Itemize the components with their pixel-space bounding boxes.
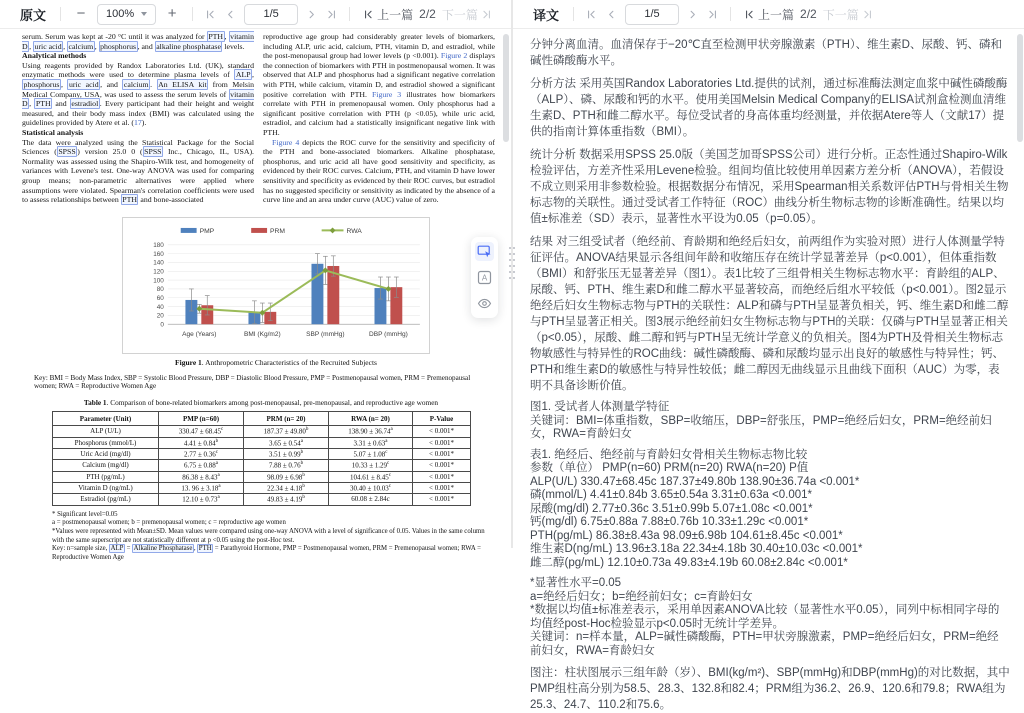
toolbar-divider bbox=[573, 7, 574, 21]
biomarker-table bbox=[52, 411, 471, 505]
figure-caption: Figure 1. Anthropometric Characteristics of the Recruited Subjects bbox=[175, 357, 377, 367]
text-segment: = bbox=[124, 545, 133, 553]
svg-text:RWA: RWA bbox=[346, 227, 362, 235]
article-count: 2/2 bbox=[800, 7, 817, 21]
text-segment: , bbox=[193, 545, 198, 553]
table-cell: 3.31 ± 0.63$^a$ bbox=[329, 437, 413, 448]
selection-translate-button[interactable] bbox=[475, 242, 494, 261]
pane-original bbox=[0, 0, 511, 562]
document-viewport bbox=[0, 30, 501, 562]
left-scrollbar-thumb[interactable] bbox=[503, 34, 509, 142]
paragraph bbox=[263, 138, 495, 205]
chevron-right-icon bbox=[306, 9, 317, 20]
text-segment: serum. Serum was kept at -20 °C until it was analyzed for bbox=[22, 32, 207, 41]
table-row bbox=[53, 482, 471, 493]
skip-start-icon bbox=[586, 9, 597, 20]
prev-article-label: 上一篇 bbox=[758, 7, 795, 22]
footnote bbox=[52, 545, 498, 562]
translation-line: *显著性水平=0.05 bbox=[530, 577, 622, 589]
svg-text:DBP (mmHg): DBP (mmHg) bbox=[368, 330, 408, 338]
svg-text:160: 160 bbox=[153, 250, 164, 258]
chevron-right-icon bbox=[687, 9, 698, 20]
translation-paragraph bbox=[530, 76, 1010, 140]
prev-page-button[interactable] bbox=[605, 9, 618, 20]
text-column-left bbox=[22, 32, 254, 205]
zoom-level-value: 100% bbox=[106, 8, 135, 20]
table-cell: 86.38 ± 8.43$^a$ bbox=[159, 471, 244, 482]
svg-text:20: 20 bbox=[156, 312, 164, 320]
translation-paragraph bbox=[530, 449, 1010, 571]
text-segment: . bbox=[150, 79, 157, 89]
table-cell: < 0.001* bbox=[413, 437, 471, 448]
table-header-cell: P-Value bbox=[413, 412, 471, 426]
table-header-cell: RWA (n= 20) bbox=[329, 412, 413, 426]
term-highlight[interactable]: vitamin D bbox=[22, 89, 254, 109]
article-nav bbox=[363, 6, 492, 23]
table-row bbox=[53, 494, 471, 505]
text-segment: Statistical analysis bbox=[22, 127, 84, 137]
text-segment: ) version 25.0 0 ( bbox=[77, 147, 143, 157]
next-article-label: 下一篇 bbox=[441, 7, 478, 22]
left-scrollbar bbox=[503, 32, 509, 544]
translation-line: 图注：柱状图展示三组年龄（岁）、BMI(kg/m²)、SBP(mmHg)和DBP(mmHg)的对比数据，其中PMP组柱高分别为58.5、28.3、132.8和82.4；PRM组为36.2、26.9、120.6和79.8；RWA组为25.3、24.7、110.2和75.6。 bbox=[530, 667, 1010, 711]
table-row bbox=[53, 471, 471, 482]
text-segment: and bbox=[52, 99, 70, 109]
table-cell: Estradiol (pg/mL) bbox=[53, 494, 159, 505]
svg-text:BMI (Kg/m2): BMI (Kg/m2) bbox=[243, 330, 281, 338]
eye-button[interactable] bbox=[475, 294, 494, 313]
table-cell: 3.65 ± 0.54$^a$ bbox=[244, 437, 329, 448]
paragraph bbox=[263, 32, 495, 138]
term-highlight[interactable]: calcium bbox=[123, 79, 149, 89]
translation-line: 维生素D(ng/mL) 13.96±3.18a 22.34±4.18b 30.40±10.03c <0.001* bbox=[530, 543, 863, 555]
translation-line: 表1. 绝经后、绝经前与育龄妇女骨相关生物标志物比较 bbox=[530, 448, 808, 461]
table-cell: 49.83 ± 4.19$^b$ bbox=[244, 494, 329, 505]
translation-line: *数据以均值±标准差表示，采用单因素ANOVA比较（显著性水平0.05），同列中标相同字母的均值经post-Hoc检验显示p<0.05时无统计学差异。 bbox=[530, 604, 1000, 630]
prev-article-button[interactable] bbox=[363, 6, 413, 23]
text-segment: = Parathyroid Hormone, PMP = Postmenopausal women, PRM = Premenopausal women; RWA = Reproductive Women Age bbox=[52, 545, 481, 562]
next-page-button[interactable] bbox=[305, 9, 318, 20]
translation-line: 图1. 受试者人体测量学特征 bbox=[530, 401, 670, 413]
next-article-button[interactable] bbox=[442, 6, 492, 23]
last-page-button[interactable] bbox=[706, 9, 719, 20]
table-cell: 10.33 ± 1.29$^c$ bbox=[329, 460, 413, 471]
footnote bbox=[52, 511, 498, 520]
table-cell: ALP (U/L) bbox=[53, 426, 159, 437]
text-segment: displays the connection of biomarkers with PTH in postmenopausal women. It was observed that ALP and phosphorus had a significant negative correlation with PTH, while calcium, vitamin D, and estradiol showed a significant positive correlation with PTH. bbox=[263, 51, 495, 99]
floating-tool-panel bbox=[471, 237, 498, 318]
table-cell: Phosphorus (mmol/L) bbox=[53, 437, 159, 448]
first-page-button[interactable] bbox=[204, 9, 217, 20]
table-row bbox=[53, 437, 471, 448]
figure-box bbox=[122, 217, 430, 354]
table-footnotes bbox=[52, 511, 498, 563]
table-row bbox=[53, 426, 471, 437]
table-header-cell: PRM (n= 20) bbox=[244, 412, 329, 426]
paragraph bbox=[22, 138, 254, 205]
figure-1 bbox=[122, 217, 430, 367]
table-cell: 7.88 ± 0.76$^b$ bbox=[244, 460, 329, 471]
translation-line: 分析方法 采用英国Randox Laboratories Ltd.提供的试剂，通过标准酶法测定血浆中碱性磷酸酶（ALP）、磷、尿酸和钙的水平。使用美国Melsin Medical Company的ELISA试剂盒检测血清维生素D、PTH和雌二醇水平。每位受试者的身高体重均经测量，并依据Atere等人（文献17）提供的指南计算体重指数（BMI）。 bbox=[530, 78, 1008, 138]
svg-text:140: 140 bbox=[153, 259, 164, 267]
translation-line: 尿酸(mg/dl) 2.77±0.36c 3.51±0.99b 5.07±1.08c <0.001* bbox=[530, 502, 813, 515]
prev-article-button[interactable] bbox=[744, 6, 794, 23]
original-toolbar bbox=[0, 0, 511, 29]
term-highlight[interactable]: phosphorus bbox=[100, 41, 137, 51]
skip-start-icon bbox=[363, 9, 374, 20]
prev-page-button[interactable] bbox=[224, 9, 237, 20]
table-header-cell: PMP (n=60) bbox=[159, 412, 244, 426]
right-scrollbar bbox=[1017, 32, 1023, 544]
translation-line: 参数（单位） PMP(n=60) PRM(n=20) RWA(n=20) P值 bbox=[530, 462, 809, 474]
translation-line: ALP(U/L) 330.47±68.45c 187.37±49.80b 138.90±36.74a <0.001* bbox=[530, 475, 860, 488]
translation-paragraph bbox=[530, 577, 1010, 658]
svg-text:180: 180 bbox=[153, 241, 164, 249]
paragraph bbox=[22, 61, 254, 128]
table-cell: Uric Acid (mg/dl) bbox=[53, 448, 159, 459]
text-segment: , bbox=[29, 99, 35, 109]
term-highlight[interactable]: PTH bbox=[198, 545, 212, 553]
table-cell: 98.09 ± 6.98$^b$ bbox=[244, 471, 329, 482]
paragraph bbox=[22, 32, 254, 51]
text-segment: , bbox=[29, 41, 34, 51]
table-cell: PTH (pg/mL) bbox=[53, 471, 159, 482]
text-segment: , bbox=[63, 41, 68, 51]
text-segment: Using reagents provided by Randox Laboratories Ltd. (UK), standard enzymatic methods were used to determine plasma levels of bbox=[22, 60, 254, 80]
citation-link[interactable]: Figure 3 bbox=[371, 89, 402, 99]
text-segment: ). bbox=[141, 118, 147, 128]
image-text-button[interactable] bbox=[475, 268, 494, 287]
translation-line: 雌二醇(pg/mL) 12.10±0.73a 49.83±4.19b 60.08±2.84c <0.001* bbox=[530, 556, 848, 569]
chevron-left-icon bbox=[606, 9, 617, 20]
translation-line: 统计分析 数据采用SPSS 25.0版（美国芝加哥SPSS公司）进行分析。正态性通过Shapiro-Wilk检验评估，方差齐性采用Levene检验。组间均值比较使用单因素方差分析（ANOVA），若假设不成立则采用非参数检验。根据数据分布情况，采用Spearman相关系数评估PTH与骨相关生物标志物的关联性。通过受试者工作特征（ROC）曲线分析生物标志物的诊断准确性。结果以均值±标准差（SD）表示，显著性水平设为0.05（p=0.05）。 bbox=[530, 149, 1009, 225]
text-segment: , bbox=[252, 70, 254, 80]
table-cell: < 0.001* bbox=[413, 460, 471, 471]
table-cell: Calcium (mg/dl) bbox=[53, 460, 159, 471]
toolbar-divider bbox=[730, 7, 731, 21]
translation-paragraph bbox=[530, 234, 1010, 394]
first-page-button[interactable] bbox=[585, 9, 598, 20]
table-cell: 13. 96 ± 3.18$^a$ bbox=[159, 482, 244, 493]
skip-start-icon bbox=[744, 9, 755, 20]
document-page bbox=[0, 30, 501, 563]
page-number-input[interactable] bbox=[244, 4, 298, 25]
text-segment: The data were analyzed using the Statistical Package for the Social Sciences ( bbox=[22, 137, 254, 157]
table-cell: Vitamin D (ng/mL) bbox=[53, 482, 159, 493]
text-segment: , bbox=[94, 41, 99, 51]
drag-dots-icon bbox=[507, 244, 517, 282]
translation-line: 分钟分离血清。血清保存于−20℃直至检测甲状旁腺激素（PTH）、维生素D、尿酸、钙、磷和碱性磷酸酶水平。 bbox=[530, 39, 1002, 67]
table-cell: 4.41 ± 0.84$^b$ bbox=[159, 437, 244, 448]
next-page-button[interactable] bbox=[686, 9, 699, 20]
footnote bbox=[52, 519, 498, 528]
text-segment: illustrates how biomarkers correlate with PTH in premenopausal women. Only phosphorus had a significant positive correlation with PTH (p <0.05), while uric acid, estradiol, and calcium had a statistically insignificant negative link with PTH. bbox=[263, 89, 495, 137]
translation-line: a=绝经后妇女；b=绝经前妇女；c=育龄妇女 bbox=[530, 590, 753, 603]
toolbar-divider bbox=[60, 7, 61, 21]
table-cell: 138.90 ± 36.74$^a$ bbox=[329, 426, 413, 437]
table-header-cell: Parameter (Unit) bbox=[53, 412, 159, 426]
citation-link[interactable]: 17 bbox=[133, 118, 142, 128]
table-cell: 22.34 ± 4.18$^b$ bbox=[244, 482, 329, 493]
zoom-out-button[interactable]: − bbox=[72, 3, 90, 25]
eye-icon bbox=[477, 296, 492, 311]
table-cell: 12.10 ± 0.73$^a$ bbox=[159, 494, 244, 505]
translation-line: 磷(mmol/L) 4.41±0.84b 3.65±0.54a 3.31±0.63a <0.001* bbox=[530, 489, 813, 501]
translation-line: PTH(pg/mL) 86.38±8.43a 98.09±6.98b 104.61±8.45c <0.001* bbox=[530, 529, 843, 542]
selection-translate-icon bbox=[477, 244, 492, 259]
term-highlight[interactable]: Alkaline Phosphatase bbox=[133, 545, 193, 553]
text-segment: from Melsin Medical Company, USA, was used to assess the serum levels of bbox=[22, 79, 255, 99]
svg-text:Age (Years): Age (Years) bbox=[182, 330, 217, 338]
citation-link[interactable]: Figure 4 bbox=[272, 137, 300, 147]
text-segment: reproductive age group had considerably greater levels of biomarkers, including ALP, uric acid, calcium, PTH, vitamin D, and estradiol, while the post-menopausal group had lower levels (p <0.001). bbox=[263, 32, 495, 61]
text-segment: , bbox=[60, 79, 68, 89]
last-page-button[interactable] bbox=[325, 9, 338, 20]
svg-text:PRM: PRM bbox=[270, 227, 286, 235]
translation-paragraph bbox=[530, 37, 1010, 69]
chevron-down-icon bbox=[141, 12, 147, 16]
table-cell: 2.77 ± 0.36$^c$ bbox=[159, 448, 244, 459]
text-segment: and bone-associated bbox=[138, 195, 204, 205]
next-article-button[interactable] bbox=[823, 6, 873, 23]
text-segment: levels. bbox=[222, 41, 245, 51]
table-cell: < 0.001* bbox=[413, 426, 471, 437]
text-column-right bbox=[263, 32, 495, 205]
table-cell: 60.08 ± 2.84c bbox=[329, 494, 413, 505]
term-highlight[interactable]: vitamin D bbox=[22, 32, 254, 51]
text-segment: * Significant level=0.05 bbox=[52, 510, 118, 518]
table-cell: < 0.001* bbox=[413, 482, 471, 493]
term-highlight[interactable]: uric acid bbox=[34, 41, 62, 51]
term-highlight[interactable]: phosphorus bbox=[23, 79, 60, 89]
translation-line: 结果 对三组受试者（绝经前、育龄期和绝经后妇女，前两组作为实验对照）进行人体测量学特征评估。ANOVA结果显示各组间年龄和收缩压存在统计学显著差异（p<0.001），但体重指数（BMI）和舒张压无显著差异（图1）。表1比较了三组骨相关生物标志物水平：育龄组的ALP、尿酸、钙、PTH、维生素D和雌二醇水平显著较高，而绝经后组水平较低（p<0.001）。图2显示绝经后妇女生物标志物与PTH的关联性：ALP和磷与PTH呈显著负相关，钙、维生素D和雌二醇与PTH呈显著正相关。图3展示绝经前妇女生物标志物与PTH的关联：仅磷与PTH呈显著正相关（p<0.05），尿酸、雌二醇和钙与PTH呈无统计学意义的负相关。图4为PTH及骨相关生物标志物敏感性与特异性的ROC曲线：碱性磷酸酶、磷和尿酸均显示出良好的敏感性与特异性；钙、PTH和维生素D的敏感性与特异性较低；雌二醇因无曲线显示且曲线下面积（AUC）为零，表明不具备诊断价值。 bbox=[530, 236, 1009, 392]
table-row bbox=[53, 448, 471, 459]
svg-text:60: 60 bbox=[156, 294, 164, 302]
chevron-left-icon bbox=[225, 9, 236, 20]
zoom-in-button[interactable]: + bbox=[163, 3, 181, 25]
svg-text:100: 100 bbox=[153, 276, 164, 284]
svg-text:120: 120 bbox=[153, 268, 164, 276]
paragraph bbox=[22, 51, 254, 61]
table-cell: 104.61 ± 8.45$^c$ bbox=[329, 471, 413, 482]
page-number-input[interactable] bbox=[625, 4, 679, 25]
zoom-level-select[interactable] bbox=[97, 4, 156, 25]
term-highlight[interactable]: ALP bbox=[235, 70, 251, 80]
table-cell: < 0.001* bbox=[413, 494, 471, 505]
skip-start-icon bbox=[205, 9, 216, 20]
paragraph bbox=[22, 128, 254, 138]
table-cell: 330.47 ± 68.45$^c$ bbox=[159, 426, 244, 437]
prev-article-label: 上一篇 bbox=[377, 7, 414, 22]
svg-text:PMP: PMP bbox=[199, 227, 215, 235]
translation-line: 钙(mg/dl) 6.75±0.88a 7.88±0.76b 10.33±1.29c <0.001* bbox=[530, 516, 809, 528]
term-highlight[interactable]: PTH bbox=[35, 99, 51, 109]
translation-line: 关键词：n=样本量，ALP=碱性磷酸酶，PTH=甲状旁腺激素，PMP=绝经后妇女，PRM=绝经前妇女，RWA=育龄妇女 bbox=[530, 631, 999, 657]
term-highlight[interactable]: PTH bbox=[122, 195, 137, 205]
svg-text:40: 40 bbox=[156, 303, 164, 311]
translation-paragraph bbox=[530, 147, 1010, 227]
bar-chart bbox=[124, 221, 428, 352]
svg-text:A: A bbox=[481, 273, 488, 283]
pane-divider bbox=[511, 0, 513, 548]
footnote bbox=[52, 528, 498, 545]
term-highlight[interactable]: PTH bbox=[208, 32, 224, 41]
table-cell: 6.75 ± 0.88$^a$ bbox=[159, 460, 244, 471]
table-cell: 187.37 ± 49.80$^b$ bbox=[244, 426, 329, 437]
skip-end-icon bbox=[481, 9, 492, 20]
svg-text:SBP (mmHg): SBP (mmHg) bbox=[306, 330, 345, 338]
text-segment: . Every participant had their height and weight measured, and their body mass index (BMI) was calculated using the guidelines provided by Atere et al. ( bbox=[22, 99, 255, 128]
toolbar-divider bbox=[192, 7, 193, 21]
translation-paragraph bbox=[530, 665, 1010, 713]
translation-toolbar bbox=[513, 0, 1024, 29]
skip-end-icon bbox=[862, 9, 873, 20]
term-highlight[interactable]: ALP bbox=[110, 545, 124, 553]
article-count: 2/2 bbox=[419, 7, 436, 21]
table-row bbox=[53, 460, 471, 471]
term-highlight[interactable]: An ELISA kit bbox=[158, 79, 207, 89]
svg-text:80: 80 bbox=[156, 285, 164, 293]
text-segment: depicts the ROC curve for the sensitivity and specificity of the PTH and bone-associated biomarkers. Alkaline phosphatase, phosphorus, and uric acid all have good sensitivity and specificity, as evidenced by their ROC curves. Calcium, PTH, and vitamin D have lower sensitivity and specificity as evidenced by their ROC curves, but estradiol has no suggested specificity or sensitivity as indicated by the absence of a curve line and an area under curve (AUC) value of zero. bbox=[263, 137, 495, 205]
table-cell: 3.51 ± 0.99$^b$ bbox=[244, 448, 329, 459]
table-cell: 30.40 ± 10.03$^c$ bbox=[329, 482, 413, 493]
pane-title-translation: 译文 bbox=[533, 7, 560, 23]
citation-link[interactable]: Figure 2 bbox=[440, 51, 468, 61]
term-highlight[interactable]: estradiol bbox=[71, 99, 99, 109]
term-highlight[interactable]: alkaline phosphatase bbox=[156, 41, 221, 51]
text-segment: a = postmenopausal women; b = premenopausal women; c = reproductive age women bbox=[52, 519, 286, 527]
translation-text-area bbox=[530, 30, 1010, 711]
table-cell: < 0.001* bbox=[413, 448, 471, 459]
right-scrollbar-thumb[interactable] bbox=[1017, 34, 1023, 142]
skip-end-icon bbox=[707, 9, 718, 20]
text-segment: , bbox=[224, 32, 229, 41]
text-segment: Key: n=sample size, bbox=[52, 545, 110, 553]
svg-text:0: 0 bbox=[160, 321, 164, 329]
term-highlight[interactable]: uric acid bbox=[68, 79, 99, 89]
article-nav bbox=[744, 6, 873, 23]
text-segment: Inc., Chicago, IL, USA). Normality was assessed using the Shapiro-Wilk test, and homogeneity of variances with Levene's test. One-way ANOVA was used for comparing group means; non-parametric alternatives were applied where assumptions were violated. Spearman's correlation coefficients were used to assess relationships between bbox=[22, 147, 254, 205]
figure-key: Key: BMI = Body Mass Index, SBP = Systolic Blood Pressure, DBP = Diastolic Blood Pressure, PMP = Postmenopausal women, PRM = Premenopausal women; RWA = Reproductive Women Age bbox=[34, 373, 471, 391]
term-highlight[interactable]: SPSS bbox=[144, 147, 162, 157]
toolbar-divider bbox=[349, 7, 350, 21]
text-segment: Analytical methods bbox=[22, 51, 87, 61]
table-cell: 5.07 ± 1.08$^c$ bbox=[329, 448, 413, 459]
translation-paragraph bbox=[530, 401, 1010, 442]
divider-drag-handle[interactable] bbox=[507, 244, 517, 282]
text-segment: , and bbox=[137, 41, 155, 51]
next-article-label: 下一篇 bbox=[822, 7, 859, 22]
skip-end-icon bbox=[326, 9, 337, 20]
translation-line: 关键词：BMI=体重指数，SBP=收缩压，DBP=舒张压，PMP=绝经后妇女，PRM=绝经前妇女，RWA=育龄妇女 bbox=[530, 414, 992, 440]
term-highlight[interactable]: SPSS bbox=[58, 147, 76, 157]
image-text-icon bbox=[477, 270, 492, 285]
text-segment: , and bbox=[100, 79, 123, 89]
pane-title-original: 原文 bbox=[20, 7, 47, 23]
text-segment: *Values were represented with Mean±SD. Mean values were compared using one-way ANOVA with a level of significance of 0.05. Values in the same column with the same superscript are not statistically different at p <0.05 using the post-Hoc test. bbox=[52, 527, 485, 544]
pane-translation bbox=[513, 0, 1024, 711]
term-highlight[interactable]: calcium bbox=[68, 41, 94, 51]
table-title: Table 1. Comparison of bone-related biomarkers among post-menopausal, pre-menopausal, and reproductive age women bbox=[83, 398, 439, 408]
table-cell: < 0.001* bbox=[413, 471, 471, 482]
